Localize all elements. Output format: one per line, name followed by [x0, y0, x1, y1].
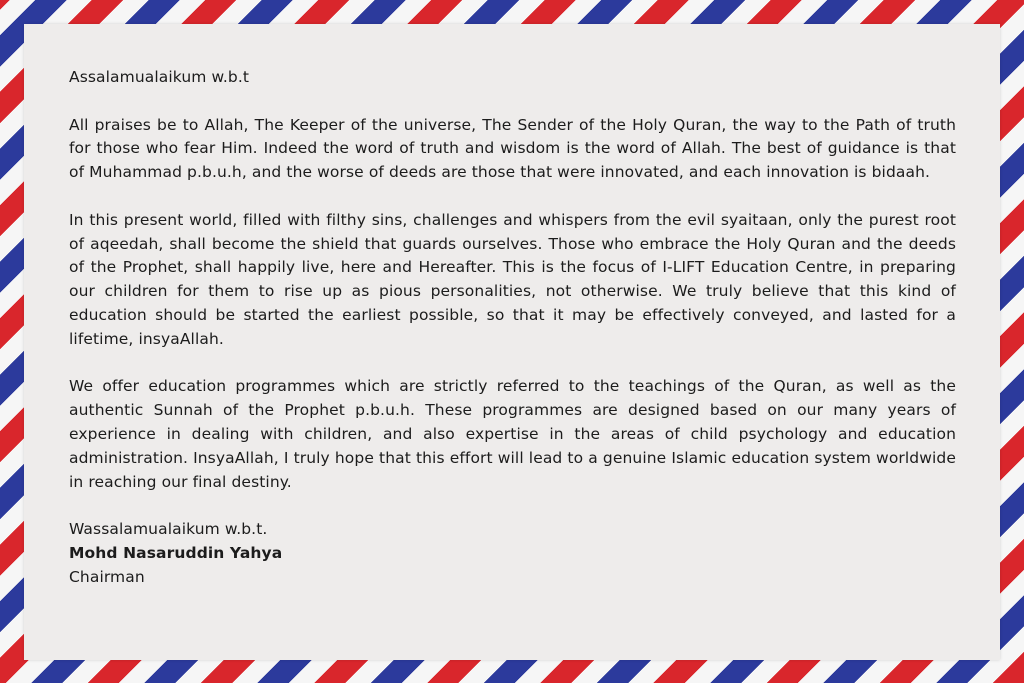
paragraph-spacer [69, 352, 956, 376]
paragraph-spacer [69, 494, 956, 518]
paragraph-spacer [69, 90, 956, 114]
signatory-name: Mohd Nasaruddin Yahya [69, 543, 283, 562]
letter-paper [24, 24, 1000, 660]
letter-paragraph-1: All praises be to Allah, The Keeper of the universe, The Sender of the Holy Quran, the way to the Path of truth for those who fear Him. Indeed the word of truth and wisdom is the word of Allah. The best of guidance is that of Muhammad p.b.u.h, and the worse of deeds are those that were innovated, and each innovation is bidaah. [69, 115, 956, 182]
letter-paragraph-2: In this present world, filled with filthy sins, challenges and whispers from the evil syaitaan, only the purest root of aqeedah, shall become the shield that guards ourselves. Those who embrace the Holy Quran and the deeds of the Prophet, shall happily live, here and Hereafter. This is the focus of I-LIFT Education Centre, in preparing our children for them to rise up as pious personalities, not otherwise. We truly believe that this kind of education should be started the earliest possible, so that it may be effectively conveyed, and lasted for a lifetime, insyaAllah. [69, 210, 956, 348]
signatory-title: Chairman [69, 567, 145, 586]
paragraph-spacer [69, 185, 956, 209]
letter-greeting: Assalamualaikum w.b.t [69, 68, 250, 86]
letter-body [69, 66, 956, 590]
letter-closing: Wassalamualaikum w.b.t. [69, 520, 268, 539]
letter-paragraph-3: We offer education programmes which are strictly referred to the teachings of the Quran, as well as the authentic Sunnah of the Prophet p.b.u.h. These programmes are designed based on our many years of experience in dealing with children, and also expertise in the areas of child psychology and education administration. InsyaAllah, I truly hope that this effort will lead to a genuine Islamic education system worldwide in reaching our final destiny. [69, 377, 956, 491]
